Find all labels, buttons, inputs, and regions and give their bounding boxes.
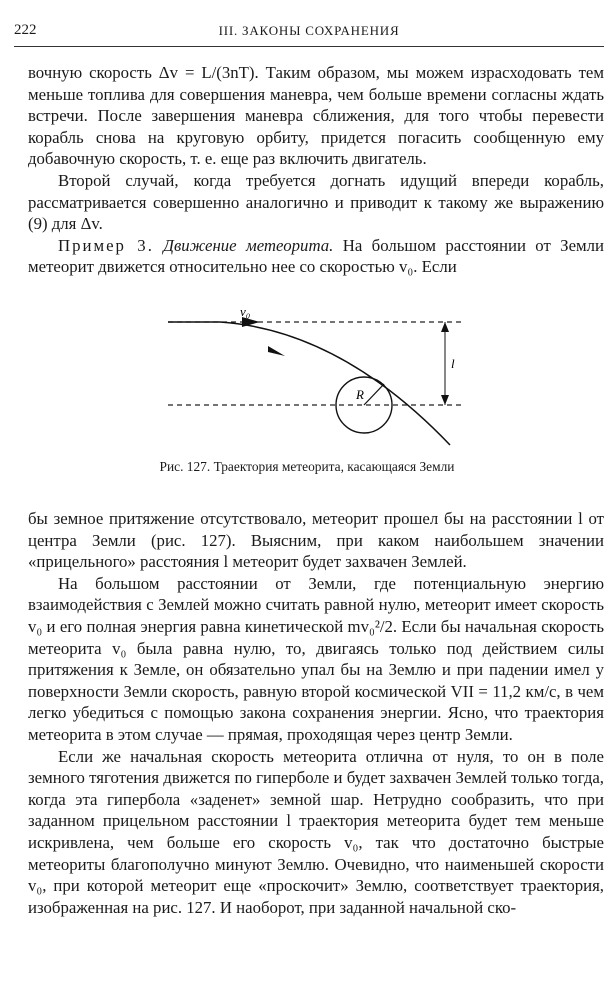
text-block-top — [28, 62, 604, 278]
page-header — [14, 22, 604, 44]
l-arrow-top — [441, 322, 449, 332]
example-label: Пример 3. — [58, 235, 154, 255]
text-block-bottom — [28, 508, 604, 918]
paragraph-1: вочную скорость Δv = L/(3nT). Таким образом, мы можем израсходовать тем меньше топлива для совершения маневра, чем больше времени согласны ждать встречи. После завершения маневра сближения, для того чтобы перевести корабль снова на круговую орбиту, придется погасить сообщенную ему добавочную скорость, т. е. еще раз включить двигатель. — [28, 63, 604, 169]
trajectory-arrow — [268, 346, 285, 356]
l-arrow-bottom — [441, 395, 449, 405]
paragraph-6: Если же начальная скорость метеорита отлична от нуля, то он в поле земного тяготения движется по гиперболе и будет захвачен Землей только тогда, когда эта гипербола «заденет» земной шар. Нетрудно сообразить, что при заданном прицельном расстоянии l траектория метеорита будет тем меньше искривлена, чем больше его скорость v₀, так что достаточно быстрые метеориты благополучно минуют Землю. Очевидно, что наименьшей скорости v₀, при которой метеорит еще «проскочит» Землю, соответствует траектория, изображенная на рис. 127. И наоборот, при заданной начальной ско- — [28, 746, 604, 917]
trajectory-figure — [160, 300, 480, 450]
hyperbola-trajectory — [168, 322, 450, 445]
paragraph-2: Второй случай, когда требуется догнать идущий впереди корабль, рассматривается совершенно аналогично и приводит к такому же выражению (9) для Δv. — [28, 170, 604, 234]
paragraph-5: На большом расстоянии от Земли, где потенциальную энергию взаимодействия с Землей можно считать равной нулю, метеорит имеет скорость v₀ и его полная энергия равна кинетической mv₀²/2. Если бы начальная скорость метеорита v₀ была равна нулю, то, двигаясь только под действием силы притяжения к Земле, он обязательно упал бы на Землю и при падении имел у поверхности Земли скорость, равную второй космической VII = 11,2 км/с, в чем легко убедиться с помощью закона сохранения энергии. Ясно, что траектория метеорита в этом случае — прямая, проходящая через центр Земли. — [28, 573, 604, 744]
r-label: R — [356, 387, 364, 402]
figure-caption: Рис. 127. Траектория метеорита, касающаяся Земли — [159, 459, 455, 474]
paragraph-3 — [28, 235, 604, 278]
paragraph-4: бы земное притяжение отсутствовало, метеорит прошел бы на расстоянии l от центра Земли (рис. 127). Выясним, при каком наибольшем значении «прицельного» расстояния l метеорит будет захвачен Землей. — [28, 509, 604, 572]
v0-label: v₀ — [240, 304, 251, 319]
l-label: l — [451, 356, 455, 371]
example-text: На большом расстоянии от Земли метеорит движется относительно нее со скоростью v₀. Если — [28, 235, 605, 277]
radius-line — [364, 384, 384, 405]
example-title: Движение метеорита. — [163, 235, 334, 255]
page-number: 222 — [14, 22, 37, 38]
header-rule — [14, 46, 604, 47]
running-title: III. ЗАКОНЫ СОХРАНЕНИЯ — [218, 23, 400, 38]
